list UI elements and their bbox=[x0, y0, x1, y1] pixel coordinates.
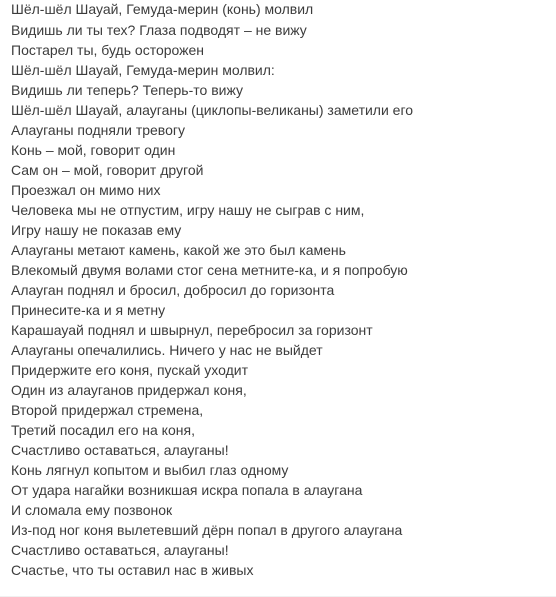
text-line-16: Принесите-ка и я метну bbox=[11, 302, 166, 318]
text-line-24: Конь лягнул копытом и выбил глаз одному bbox=[11, 462, 289, 478]
text-line-18: Алауганы опечалились. Ничего у нас не выйдет bbox=[11, 342, 323, 358]
text-line-8: Конь – мой, говорит один bbox=[11, 142, 176, 158]
text-line-13: Алауганы метают камень, какой же это был камень bbox=[11, 242, 346, 258]
text-line-21: Второй придержал стремена, bbox=[11, 402, 204, 418]
text-line-27: Из-под ног коня вылетевший дёрн попал в другого алаугана bbox=[11, 522, 403, 538]
text-line-3: Постарел ты, будь осторожен bbox=[11, 42, 205, 58]
text-line-23: Счастливо оставаться, алауганы! bbox=[11, 442, 229, 458]
text-line-17: Карашауай поднял и швырнул, перебросил за горизонт bbox=[11, 322, 373, 338]
text-line-29: Счастье, что ты оставил нас в живых bbox=[11, 562, 254, 578]
text-line-7: Алауганы подняли тревогу bbox=[11, 122, 185, 138]
text-line-15: Алауган поднял и бросил, добросил до горизонта bbox=[11, 282, 335, 298]
text-line-9: Сам он – мой, говорит другой bbox=[11, 162, 204, 178]
text-line-12: Игру нашу не показав ему bbox=[11, 222, 182, 238]
text-line-11: Человека мы не отпустим, игру нашу не сыграв с ним, bbox=[11, 202, 365, 218]
text-line-28: Счастливо оставаться, алауганы! bbox=[11, 542, 229, 558]
text-line-20: Один из алауганов придержал коня, bbox=[11, 382, 247, 398]
text-line-2: Видишь ли ты тех? Глаза подводят – не вижу bbox=[11, 22, 307, 38]
text-line-10: Проезжал он мимо них bbox=[11, 182, 161, 198]
text-line-1: Шёл-шёл Шауай, Гемуда-мерин (конь) молвил bbox=[11, 1, 314, 17]
text-line-4: Шёл-шёл Шауай, Гемуда-мерин молвил: bbox=[11, 62, 275, 78]
text-line-25: От удара нагайки возникшая искра попала в алаугана bbox=[11, 482, 363, 498]
text-line-5: Видишь ли теперь? Теперь-то вижу bbox=[11, 82, 243, 98]
text-line-22: Третий посадил его на коня, bbox=[11, 422, 195, 438]
text-line-19: Придержите его коня, пускай уходит bbox=[11, 362, 249, 378]
poem-text bbox=[11, 0, 551, 580]
text-line-14: Влекомый двумя волами стог сена метните-ка, и я попробую bbox=[11, 262, 408, 278]
text-line-6: Шёл-шёл Шауай, алауганы (циклопы-великаны) заметили его bbox=[11, 102, 414, 118]
text-line-26: И сломала ему позвонок bbox=[11, 502, 173, 518]
